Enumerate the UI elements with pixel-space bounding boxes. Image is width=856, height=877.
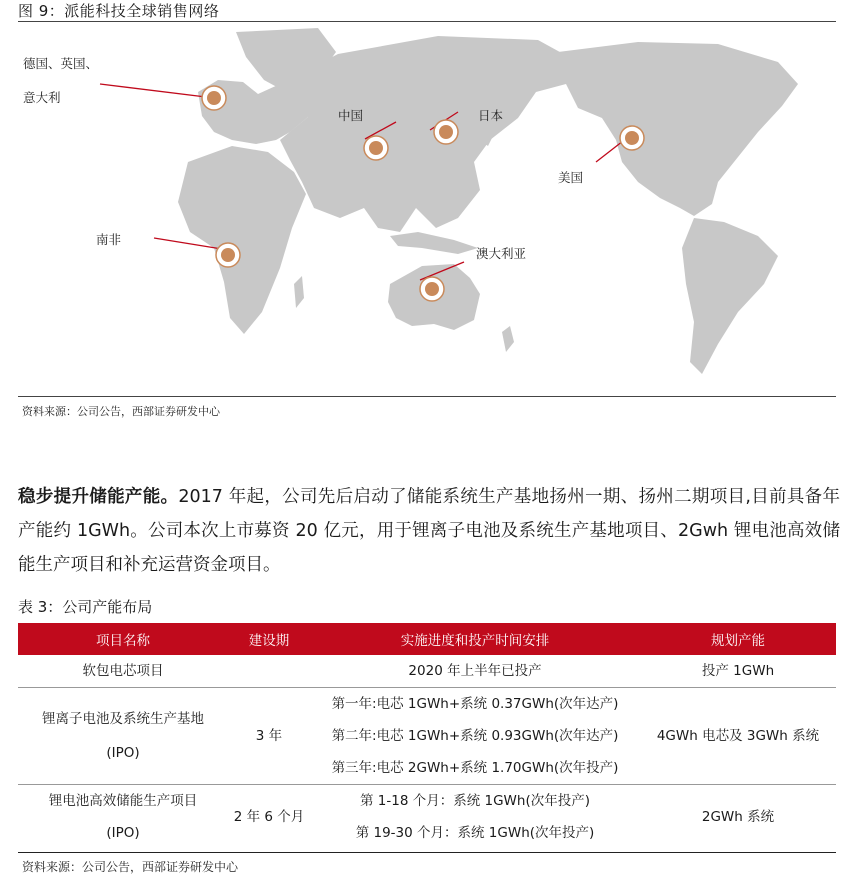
indonesia-shape [390, 232, 478, 254]
table-bottom-rule [18, 852, 836, 853]
landmasses [178, 28, 798, 374]
capacity-table [18, 623, 836, 849]
europe-marker-dot [207, 91, 221, 105]
row3-step1: 第 1-18 个月：系统 1GWh(次年投产) [310, 785, 640, 818]
figure-bottom-rule [18, 396, 836, 397]
row1-name: 软包电芯项目 [82, 663, 164, 679]
row2-period: 3 年 [228, 688, 310, 785]
table-title: 表 3：公司产能布局 [18, 598, 153, 616]
australia-label: 澳大利亚 [476, 246, 527, 261]
header-capacity: 规划产能 [640, 623, 836, 655]
row3-name [18, 785, 228, 850]
table-header-row [18, 623, 836, 655]
row3-name-line1: 锂电池高效储能生产项目 [48, 793, 198, 809]
europe-label-line1: 德国、英国、 [23, 56, 99, 71]
table-source: 资料来源：公司公告，西部证券研发中心 [22, 860, 239, 874]
china-marker-dot [369, 141, 383, 155]
header-period: 建设期 [228, 623, 310, 655]
japan-label: 日本 [478, 108, 504, 123]
row2-capacity: 4GWh 电芯及 3GWh 系统 [640, 688, 836, 785]
europe-label-line2: 意大利 [23, 90, 61, 105]
row2-step2: 第二年:电芯 1GWh+系统 0.93GWh(次年达产) [331, 728, 619, 744]
australia-marker-dot [425, 282, 439, 296]
figure-source: 资料来源：公司公告，西部证券研发中心 [22, 405, 220, 418]
row2-step1: 第一年:电芯 1GWh+系统 0.37GWh(次年达产) [310, 688, 640, 721]
row3-capacity: 2GWh 系统 [640, 785, 836, 850]
world-map [18, 22, 836, 394]
row1-progress: 2020 年上半年已投产 [408, 663, 542, 679]
figure-title: 图 9：派能科技全球销售网络 [18, 2, 220, 20]
table-row [18, 655, 836, 688]
row2-name-line1: 锂离子电池及系统生产基地 [42, 711, 204, 727]
table-row [18, 688, 836, 721]
row2-name-line2: (IPO) [106, 745, 140, 761]
africa-shape [178, 146, 306, 334]
europe-leader-line [100, 84, 214, 98]
usa-marker-dot [625, 131, 639, 145]
row3-period: 2 年 6 个月 [228, 785, 310, 850]
body-paragraph [18, 480, 840, 582]
madagascar-shape [294, 276, 304, 308]
south-africa-marker-dot [221, 248, 235, 262]
header-progress: 实施进度和投产时间安排 [310, 623, 640, 655]
row2-step3: 第三年:电芯 2GWh+系统 1.70GWh(次年投产) [331, 760, 619, 776]
table-row [18, 785, 836, 818]
asia-shape [280, 36, 578, 232]
new-zealand-shape [502, 326, 514, 352]
south-america-shape [682, 218, 778, 374]
china-label: 中国 [338, 108, 364, 123]
row3-step2: 第 19-30 个月：系统 1GWh(次年投产) [355, 825, 595, 841]
south-africa-label: 南非 [96, 232, 122, 247]
paragraph-body: 2017 年起，公司先后启动了储能系统生产基地扬州一期、扬州二期项目,目前具备年产能约 1GWh。公司本次上市募资 20 亿元，用于锂离子电池及系统生产基地项目、2Gwh 锂电池高效储能生产项目和补充运营资金项目。 [18, 487, 840, 575]
usa-label: 美国 [558, 170, 584, 185]
north-america-shape [558, 42, 798, 216]
paragraph-lead: 稳步提升储能产能。 [18, 487, 179, 507]
row3-name-line2: (IPO) [106, 825, 140, 841]
row1-period [228, 655, 310, 688]
japan-marker-dot [439, 125, 453, 139]
row1-capacity: 投产 1GWh [701, 663, 775, 679]
row2-name [18, 688, 228, 785]
header-project-name: 项目名称 [18, 623, 228, 655]
